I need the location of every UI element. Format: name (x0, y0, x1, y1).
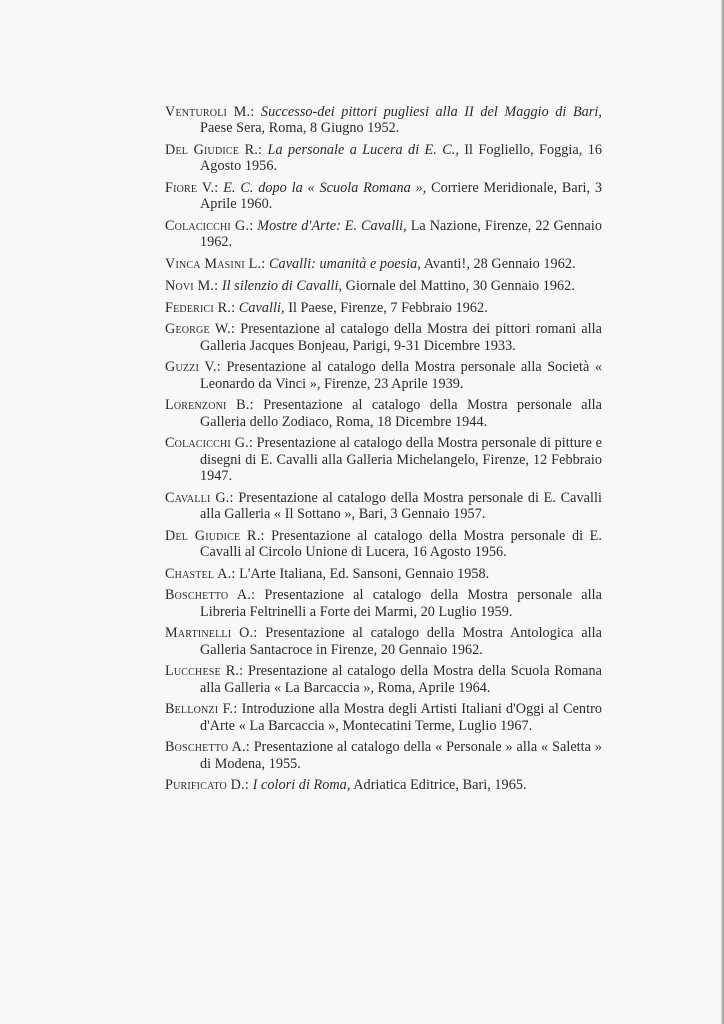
bibliography-entry (165, 104, 602, 136)
entry-details: Il Paese, Firenze, 7 Febbraio 1962. (288, 299, 488, 316)
bibliography-entry (165, 397, 602, 429)
entry-author: Novi M.: (165, 277, 219, 294)
entry-title: Cavalli: umanità e poesia, (269, 256, 421, 272)
entry-author: Cavalli G.: (165, 489, 234, 506)
entry-details: Introduzione alla Mostra degli Artisti Italiani d'Oggi al Centro d'Arte « La Barcaccia », Montecatini Terme, Luglio 1967. (200, 701, 602, 734)
entry-details: Presentazione al catalogo della Mostra della Scuola Romana alla Galleria « La Barcaccia », Roma, Aprile 1964. (200, 663, 602, 696)
entry-details: L'Arte Italiana, Ed. Sansoni, Gennaio 1958. (239, 565, 490, 582)
entry-title: E. C. dopo la « Scuola Romana », (223, 180, 427, 196)
entry-details: Presentazione al catalogo della Mostra personale alla Libreria Feltrinelli a Forte dei Marmi, 20 Luglio 1959. (200, 587, 602, 620)
entry-details: Corriere Meridionale, Bari, 3 Aprile 1960. (200, 180, 602, 213)
bibliography-entry (165, 663, 602, 695)
entry-title: Successo-dei pittori pugliesi alla II del Maggio di Bari, (260, 104, 602, 120)
entry-author: Lucchese R.: (165, 663, 244, 680)
bibliography-entry (165, 180, 602, 212)
bibliography-entry (165, 256, 602, 272)
bibliography-entry (165, 625, 602, 657)
entry-details: La Nazione, Firenze, 22 Gennaio 1962. (200, 218, 602, 251)
entry-author: Boschetto A.: (165, 739, 250, 756)
bibliography-entry (165, 300, 602, 316)
entry-author: George W.: (165, 321, 236, 338)
entry-title: Mostre d'Arte: E. Cavalli, (257, 218, 407, 234)
entry-author: Colacicchi G.: (165, 218, 254, 234)
entry-author: Boschetto A.: (165, 587, 256, 604)
entry-details: Presentazione al catalogo della Mostra personale alla Società « Leonardo da Vinci », Firenze, 23 Aprile 1939. (200, 359, 602, 392)
entry-details: Presentazione al catalogo della Mostra personale di E. Cavalli al Circolo Unione di Lucera, 16 Agosto 1956. (200, 527, 602, 560)
bibliography-entry (165, 587, 602, 619)
bibliography-entry (165, 701, 602, 733)
entry-author: Chastel A.: (165, 565, 236, 582)
entry-author: Purificato D.: (165, 777, 250, 794)
bibliography-entry (165, 435, 602, 484)
entry-details: Presentazione al catalogo della Mostra Antologica alla Galleria Santacroce in Firenze, 20 Gennaio 1962. (200, 625, 602, 658)
bibliography-entry (165, 528, 602, 560)
bibliography-entry (165, 142, 602, 174)
entry-author: Fiore V.: (165, 180, 219, 196)
bibliography-list (165, 104, 602, 799)
entry-author: Venturoli M.: (165, 104, 255, 120)
entry-author: Guzzi V.: (165, 359, 221, 376)
entry-author: Del Giudice R.: (165, 527, 265, 544)
entry-details: Adriatica Editrice, Bari, 1965. (353, 777, 527, 794)
entry-author: Federici R.: (165, 299, 236, 316)
bibliography-entry (165, 218, 602, 250)
entry-details: Presentazione al catalogo della Mostra personale di E. Cavalli alla Galleria « Il Sottano », Bari, 3 Gennaio 1957. (200, 489, 602, 522)
entry-details: Il Fogliello, Foggia, 16 Agosto 1956. (200, 142, 602, 175)
entry-author: Del Giudice R.: (165, 142, 263, 158)
bibliography-entry (165, 321, 602, 353)
entry-title: I colori di Roma, (252, 777, 351, 794)
entry-details: Presentazione al catalogo della Mostra personale di pitture e disegni di E. Cavalli alla Galleria Michelangelo, Firenze, 12 Febbraio 1947. (200, 435, 602, 484)
bibliography-entry (165, 490, 602, 522)
bibliography-entry (165, 359, 602, 391)
entry-details: Paese Sera, Roma, 8 Giugno 1952. (200, 120, 400, 137)
entry-details: Avanti!, 28 Gennaio 1962. (423, 256, 576, 272)
entry-author: Bellonzi F.: (165, 701, 238, 718)
bibliography-entry (165, 777, 602, 793)
entry-details: Presentazione al catalogo della Mostra personale alla Galleria dello Zodiaco, Roma, 18 Dicembre 1944. (200, 397, 602, 430)
entry-author: Colacicchi G.: (165, 435, 254, 452)
entry-details: Presentazione al catalogo della « Personale » alla « Saletta » di Modena, 1955. (200, 739, 602, 772)
bibliography-entry (165, 739, 602, 771)
entry-author: Lorenzoni B.: (165, 397, 254, 414)
entry-title: Il silenzio di Cavalli, (221, 277, 343, 294)
entry-author: Martinelli O.: (165, 625, 258, 642)
bibliography-entry (165, 566, 602, 582)
entry-details: Presentazione al catalogo della Mostra dei pittori romani alla Galleria Jacques Bonjeau, Parigi, 9-31 Dicembre 1933. (200, 321, 602, 354)
entry-title: La personale a Lucera di E. C., (267, 142, 459, 158)
entry-title: Cavalli, (238, 299, 285, 316)
entry-author: Vinca Masini L.: (165, 256, 266, 272)
entry-details: Giornale del Mattino, 30 Gennaio 1962. (345, 277, 575, 294)
bibliography-entry (165, 278, 602, 294)
